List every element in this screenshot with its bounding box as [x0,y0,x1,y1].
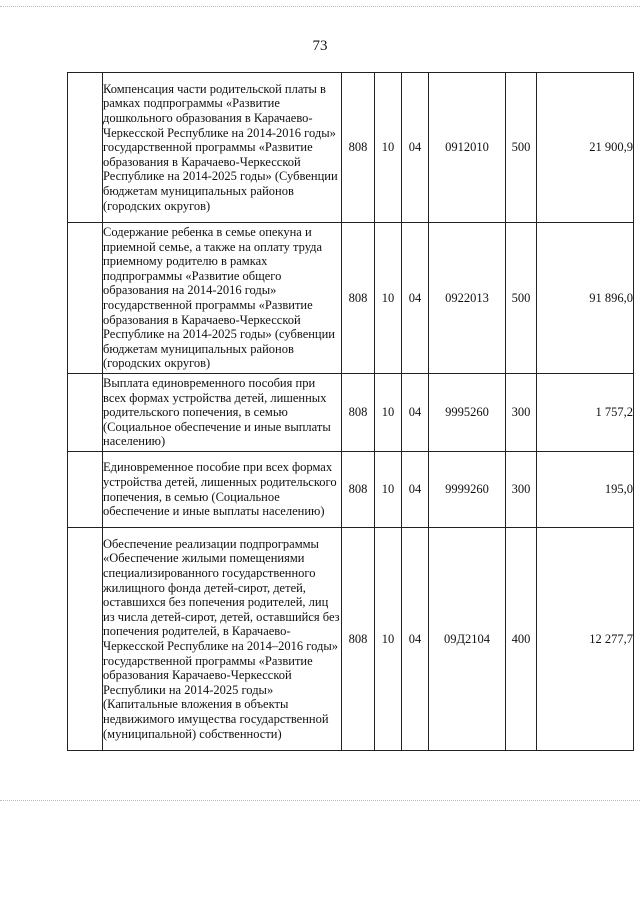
expense-type-cell: 300 [506,452,537,528]
table-row [68,452,634,528]
target-item-cell: 0922013 [429,223,506,374]
target-item-cell: 9999260 [429,452,506,528]
table-row [68,374,634,452]
description-cell: Компенсация части родительской платы в рамках подпрограммы «Развитие дошкольного образования в Карачаево-Черкесской Республике на 2014-2016 годы» государственной программы «Развитие образования в Карачаево-Черкесской Республике на 2014-2025 годы» (Субвенции бюджетам муниципальных районов (городских округов) [103,73,342,223]
row-number-cell [68,223,103,374]
ministry-code-cell: 808 [342,452,375,528]
expense-type-cell: 400 [506,528,537,751]
table-row [68,528,634,751]
description-cell: Выплата единовременного пособия при всех формах устройства детей, лишенных родительского попечения, в семью (Социальное обеспечение и иные выплаты населению) [103,374,342,452]
subsection-cell: 04 [402,374,429,452]
target-item-cell: 9995260 [429,374,506,452]
expense-type-cell: 500 [506,223,537,374]
row-number-cell [68,452,103,528]
scan-noise-bottom [0,800,640,802]
row-number-cell [68,374,103,452]
subsection-cell: 04 [402,223,429,374]
ministry-code-cell: 808 [342,528,375,751]
subsection-cell: 04 [402,452,429,528]
row-number-cell [68,73,103,223]
section-cell: 10 [375,223,402,374]
amount-cell: 91 896,0 [537,223,634,374]
expense-type-cell: 300 [506,374,537,452]
description-cell: Содержание ребенка в семье опекуна и приемной семье, а также на оплату труда приемному родителю в рамках подпрограммы «Развитие общего образования на 2014-2016 годы» государственной программы «Развитие образования в Карачаево-Черкесской Республике на 2014-2025 годы» (субвенции бюджетам муниципальных районов (городских округов) [103,223,342,374]
row-number-cell [68,528,103,751]
ministry-code-cell: 808 [342,374,375,452]
ministry-code-cell: 808 [342,73,375,223]
section-cell: 10 [375,452,402,528]
subsection-cell: 04 [402,73,429,223]
amount-cell: 12 277,7 [537,528,634,751]
table-row [68,223,634,374]
amount-cell: 1 757,2 [537,374,634,452]
section-cell: 10 [375,528,402,751]
ministry-code-cell: 808 [342,223,375,374]
table-row [68,73,634,223]
page-number: 73 [312,38,328,54]
section-cell: 10 [375,73,402,223]
target-item-cell: 09Д2104 [429,528,506,751]
expense-type-cell: 500 [506,73,537,223]
amount-cell: 21 900,9 [537,73,634,223]
section-cell: 10 [375,374,402,452]
target-item-cell: 0912010 [429,73,506,223]
description-cell: Единовременное пособие при всех формах устройства детей, лишенных родительского попечения, в семью (Социальное обеспечение и иные выплаты населению) [103,452,342,528]
scan-noise-top [0,6,640,8]
subsection-cell: 04 [402,528,429,751]
budget-table [67,72,634,751]
amount-cell: 195,0 [537,452,634,528]
description-cell: Обеспечение реализации подпрограммы «Обеспечение жилыми помещениями специализированного государственного жилищного фонда детей-сирот, детей, оставшихся без попечения родителей, лиц из числа детей-сирот, детей, оставшийся без попечения родителей, в Карачаево-Черкесской Республике на 2014–2016 годы» государственной программы «Развитие образования Карачаево-Черкесской Республики на 2014-2025 годы» (Капитальные вложения в объекты недвижимого имущества государственной (муниципальной) собственности) [103,528,342,751]
